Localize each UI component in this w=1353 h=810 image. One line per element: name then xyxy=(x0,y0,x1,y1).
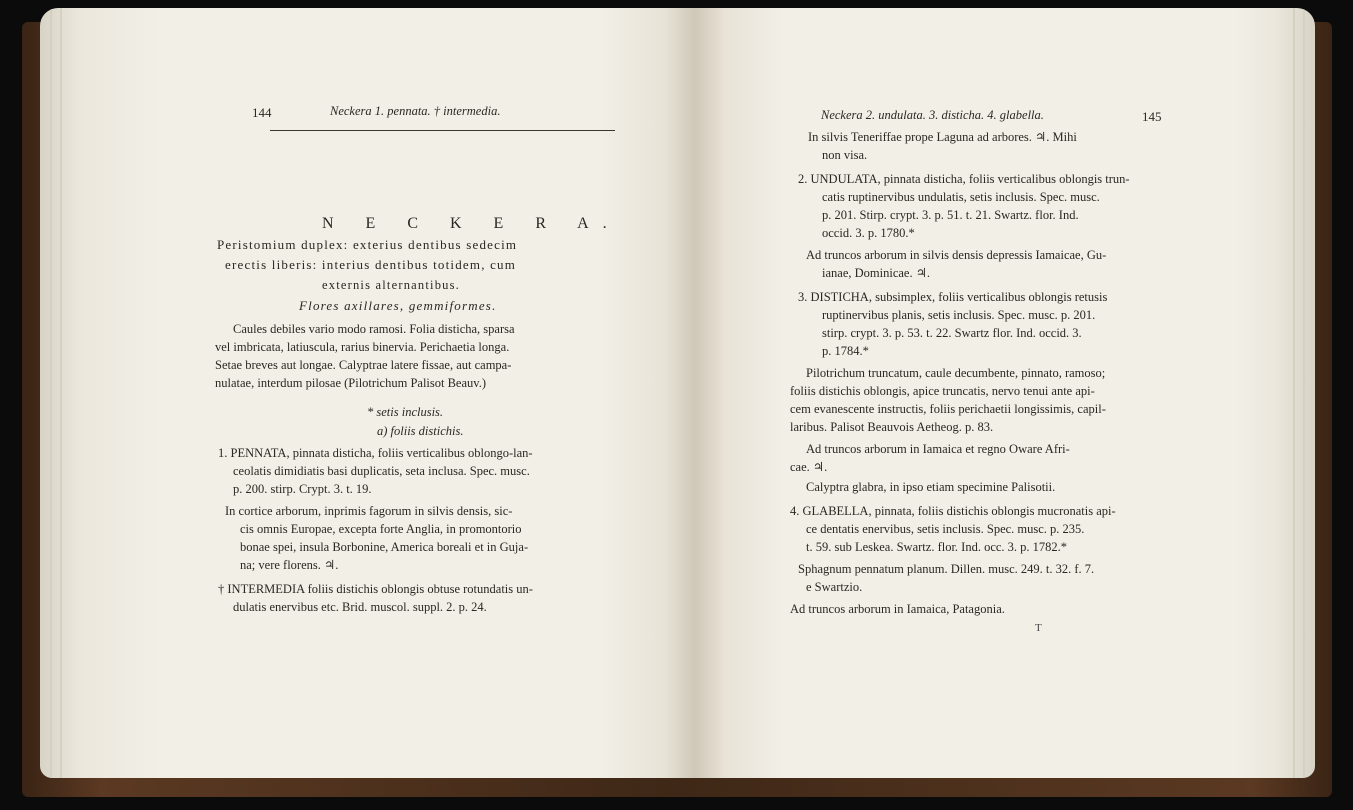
page-edge xyxy=(50,8,52,778)
text-line: cae. ♃. xyxy=(790,460,828,474)
species-entry: † INTERMEDIA foliis distichis oblongis obtuse rotundatis un- xyxy=(218,582,533,596)
species-entry: 3. DISTICHA, subsimplex, foliis verticalibus oblongis retusis xyxy=(798,290,1108,304)
text-line: Sphagnum pennatum planum. Dillen. musc. 249. t. 32. f. 7. xyxy=(798,562,1095,576)
text-line: p. 200. stirp. Crypt. 3. t. 19. xyxy=(233,482,372,496)
text-line: nulatae, interdum pilosae (Pilotrichum Palisot Beauv.) xyxy=(215,376,487,390)
text-line: Ad truncos arborum in Iamaica et regno Oware Afri- xyxy=(806,442,1070,456)
page-edge xyxy=(1293,8,1295,778)
text-line: t. 59. sub Leskea. Swartz. flor. Ind. occ. 3. p. 1782.* xyxy=(806,540,1068,554)
section-heading: * setis inclusis. xyxy=(367,405,444,419)
running-head: Neckera 1. pennata. † intermedia. xyxy=(330,104,501,118)
text-line: erectis liberis: interius dentibus totidem, cum xyxy=(225,257,517,272)
text-line: stirp. crypt. 3. p. 53. t. 22. Swartz flor. Ind. occid. 3. xyxy=(822,326,1082,340)
genus-title: N E C K E R A. xyxy=(322,215,621,232)
text-line: ce dentatis enervibus, setis inclusis. Spec. musc. p. 235. xyxy=(806,522,1085,536)
text-line: cem evanescente instructis, foliis perichaetii longissimis, capil- xyxy=(790,402,1106,416)
text-line: Pilotrichum truncatum, caule decumbente, pinnato, ramoso; xyxy=(806,366,1106,380)
page-number: 144 xyxy=(252,105,272,120)
text-line: In silvis Teneriffae prope Laguna ad arbores. ♃. Mihi xyxy=(808,130,1077,144)
text-line: Ad truncos arborum in silvis densis depressis Iamaicae, Gu- xyxy=(806,248,1107,262)
text-line: dulatis enervibus etc. Brid. muscol. suppl. 2. p. 24. xyxy=(233,600,487,614)
text-line: externis alternantibus. xyxy=(322,278,460,292)
text-line: ceolatis dimidiatis basi duplicatis, seta inclusa. Spec. musc. xyxy=(233,464,530,478)
text-line: non visa. xyxy=(822,148,868,162)
text-line: Flores axillares, gemmiformes. xyxy=(299,298,497,313)
text-line: cis omnis Europae, excepta forte Anglia, in promontorio xyxy=(240,522,522,536)
text-line: p. 1784.* xyxy=(822,344,869,358)
running-head: Neckera 2. undulata. 3. disticha. 4. glabella. xyxy=(821,108,1044,122)
header-rule xyxy=(270,130,615,131)
page-edge xyxy=(60,8,62,778)
page-edge xyxy=(1303,8,1305,778)
text-line: ianae, Dominicae. ♃. xyxy=(822,266,931,280)
text-line: occid. 3. p. 1780.* xyxy=(822,226,915,240)
text-line: Ad truncos arborum in Iamaica, Patagonia. xyxy=(790,602,1005,616)
text-line: In cortice arborum, inprimis fagorum in silvis densis, sic- xyxy=(225,504,513,518)
page-number: 145 xyxy=(1142,109,1162,124)
signature-mark: T xyxy=(1035,622,1042,634)
text-line: catis ruptinervibus undulatis, setis inclusis. Spec. musc. xyxy=(822,190,1100,204)
species-entry: 1. PENNATA, pinnata disticha, foliis verticalibus oblongo-lan- xyxy=(218,446,533,460)
right-page xyxy=(695,8,1315,778)
species-entry: 4. GLABELLA, pinnata, foliis distichis oblongis mucronatis api- xyxy=(790,504,1116,518)
text-line: foliis distichis oblongis, apice truncatis, nervo tenui ante api- xyxy=(790,384,1095,398)
section-subheading: a) foliis distichis. xyxy=(377,424,464,438)
text-line: na; vere florens. ♃. xyxy=(240,558,339,572)
text-line: laribus. Palisot Beauvois Aetheog. p. 83. xyxy=(790,420,994,434)
text-line: Caules debiles vario modo ramosi. Folia disticha, sparsa xyxy=(233,322,515,336)
text-line: p. 201. Stirp. crypt. 3. p. 51. t. 21. Swartz. flor. Ind. xyxy=(822,208,1079,222)
left-page xyxy=(40,8,695,778)
text-line: e Swartzio. xyxy=(806,580,863,594)
text-line: Setae breves aut longae. Calyptrae latere fissae, aut campa- xyxy=(215,358,512,372)
text-line: Peristomium duplex: exterius dentibus sedecim xyxy=(217,237,518,252)
text-line: bonae spei, insula Borbonine, America boreali et in Guja- xyxy=(240,540,529,554)
text-line: vel imbricata, latiuscula, rarius binervia. Perichaetia longa. xyxy=(215,340,510,354)
species-entry: 2. UNDULATA, pinnata disticha, foliis verticalibus oblongis trun- xyxy=(798,172,1130,186)
text-line: ruptinervibus planis, setis inclusis. Spec. musc. p. 201. xyxy=(822,308,1096,322)
text-line: Calyptra glabra, in ipso etiam specimine Palisotii. xyxy=(806,480,1056,494)
